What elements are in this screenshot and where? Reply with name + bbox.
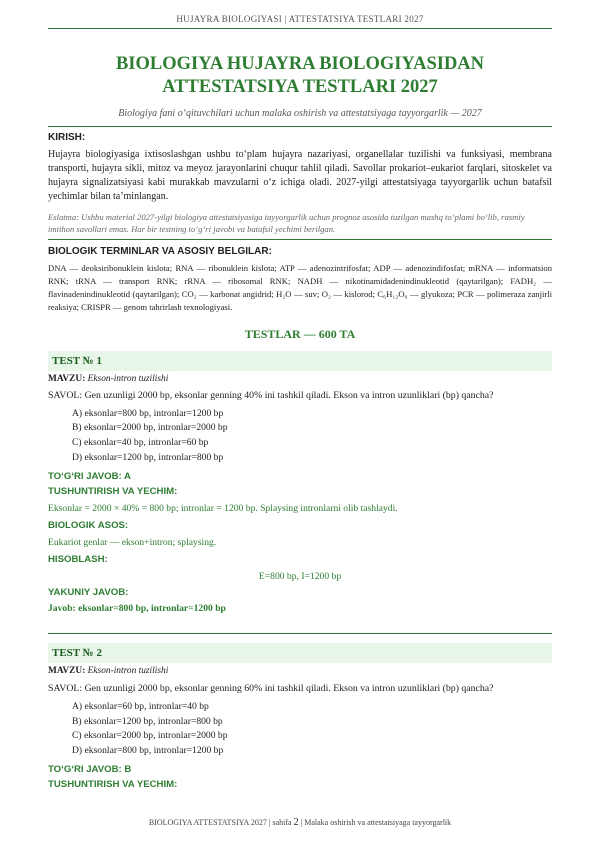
test-2-title: TEST № 2 <box>48 643 552 663</box>
intro-note: Eslatma: Ushbu material 2027-yilgi biologiya attestatsiyasiga tayyorgarlik uchun prognoz asosida tuzilgan mashq to‘plami bo‘lib, rasmiy imtihon savollari emas. Har bir testning to‘g‘ri javobi va batafsil yechimi berilgan. <box>48 211 552 240</box>
footer-left: BIOLOGIYA ATTESTATSIYA 2027 <box>148 818 267 827</box>
footer-separator: | <box>300 818 303 827</box>
tests-heading: TESTLAR — 600 TA <box>244 327 356 341</box>
test-1-option-c: C) eksonlar=40 bp, intronlar=60 bp <box>72 437 209 448</box>
page-number: 2 <box>293 817 299 828</box>
test-2-answer: TO‘G‘RI JAVOB: B <box>48 764 132 775</box>
footer-page-label: sahifa <box>272 818 292 827</box>
footer-right: Malaka oshirish va attestatsiyaga tayyorgarlik <box>304 818 452 827</box>
page-footer <box>48 817 552 828</box>
test-separator <box>48 633 552 634</box>
topic-label: MAVZU: <box>48 374 86 384</box>
test-1-option-d: D) eksonlar=1200 bp, intronlar=800 bp <box>72 452 224 463</box>
test-1-option-a: A) eksonlar=800 bp, intronlar=1200 bp <box>72 408 224 419</box>
title-line-1: BIOLOGIYA HUJAYRA BIOLOGIYASIDAN <box>115 54 485 74</box>
terms-heading: BIOLOGIK TERMINLAR VA ASOSIY BELGILAR: <box>48 246 272 257</box>
test-1-basis: Eukariot genlar — ekson+intron; splaysing. <box>48 537 217 548</box>
test-1-calc: E=800 bp, I=1200 bp <box>258 571 342 582</box>
test-2-option-d: D) eksonlar=800 bp, intronlar=1200 bp <box>72 745 224 756</box>
terms-text: DNA — deoksiribonuklein kislota; RNA — ribonuklein kislota; ATP — adenozintrifosfat; ADP — adenozindifosfat; mRNA — informatsion RNK; tRNA — transport RNK; rRNA — ribosomal RNK; NADH — nikotinamidadenindinukleotid (qaytarilgan); FADH₂ — flavinadenindinukleotid (qaytarilgan); CO₂ — karbonat angidrid; H₂O — suv; O₂ — kislorod; C₆H₁₂O₆ — glyukoza; PCR — polimeraza zanjirli reaksiya; CRISPR — genom tahrirlash texnologiyasi. <box>48 263 552 312</box>
document-subtitle: Biologiya fani o‘qituvchilari uchun malaka oshirish va attestatsiyaga tayyorgarlik — 2027 <box>48 108 552 127</box>
title-line-2: ATTESTATSIYA TESTLARI 2027 <box>162 77 438 97</box>
test-1-basis-heading: BIOLOGIK ASOS: <box>48 520 129 531</box>
test-1-final-heading: YAKUNIY JAVOB: <box>48 587 129 598</box>
intro-text: Hujayra biologiyasiga ixtisoslashgan ushbu to‘plam hujayra nazariyasi, organellalar tuzilishi va funksiyasi, membrana transporti, hujayra sikli, mitoz va meyoz jarayonlarini chuqur tahlil qiladi. Savollar prokariot–eukariot farqlari, sitoskelet va hujayra signalizatsiyasi kabi murakkab mavzularni o‘z ichiga oladi. 2027-yilgi attestatsiyaga tayyorgarlik uchun batafsil yechimlar bilan ta’minlangan. <box>48 149 552 202</box>
test-1-answer: TO‘G‘RI JAVOB: A <box>48 471 131 482</box>
test-2-explain-heading: TUSHUNTIRISH VA YECHIM: <box>48 779 178 790</box>
test-1-calc-heading: HISOBLASH: <box>48 554 108 565</box>
test-2-option-c: C) eksonlar=2000 bp, intronlar=2000 bp <box>72 730 228 741</box>
test-1-final: Javob: eksonlar=800 bp, intronlar=1200 bp <box>48 603 226 614</box>
running-header: HUJAYRA BIOLOGIYASI | ATTESTATSIYA TESTLARI 2027 <box>48 14 552 29</box>
topic-label: MAVZU: <box>48 666 86 676</box>
test-1-topic <box>48 374 552 384</box>
test-2-topic <box>48 666 552 676</box>
test-2-option-a: A) eksonlar=60 bp, intronlar=40 bp <box>72 701 209 712</box>
topic-value: Ekson-intron tuzilishi <box>87 666 169 676</box>
test-1-option-b: B) eksonlar=2000 bp, intronlar=2000 bp <box>72 422 228 433</box>
intro-heading: KIRISH: <box>48 132 86 143</box>
test-1-explain: Eksonlar = 2000 × 40% = 800 bp; intronlar = 1200 bp. Splaysing intronlarni olib tashlaydi. <box>48 503 398 514</box>
document-title <box>48 53 552 99</box>
test-1-explain-heading: TUSHUNTIRISH VA YECHIM: <box>48 486 178 497</box>
test-1-question: SAVOL: Gen uzunligi 2000 bp, eksonlar genning 40% ini tashkil qiladi. Ekson va intron uzunliklari (bp) qancha? <box>48 390 494 401</box>
test-2-option-b: B) eksonlar=1200 bp, intronlar=800 bp <box>72 716 223 727</box>
footer-separator: | <box>268 818 271 827</box>
test-1-title: TEST № 1 <box>48 351 552 371</box>
test-2-question: SAVOL: Gen uzunligi 2000 bp, eksonlar genning 60% ini tashkil qiladi. Ekson va intron uzunliklari (bp) qancha? <box>48 683 494 694</box>
topic-value: Ekson-intron tuzilishi <box>87 374 169 384</box>
